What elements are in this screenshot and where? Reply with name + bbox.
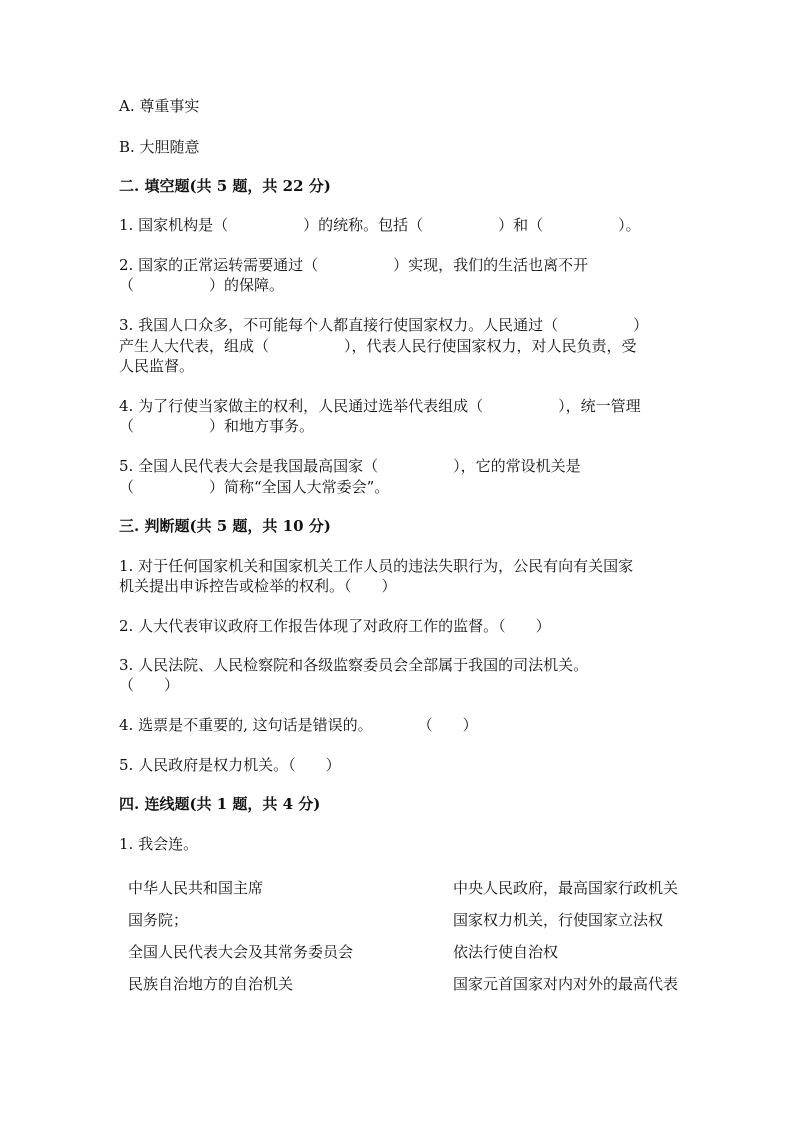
fill-q5-line1: 5. 全国人民代表大会是我国最高国家（ ），它的常设机关是	[119, 457, 581, 475]
judge-q3-line1: 3. 人民法院、人民检察院和各级监察委员会全部属于我国的司法机关。	[119, 656, 589, 674]
choice-a: A. 尊重事实	[119, 97, 200, 115]
fill-q4-line2: （ ）和地方事务。	[119, 417, 315, 435]
fill-q3-line1: 3. 我国人口众多，不可能每个人都直接行使国家权力。人民通过（ ）	[119, 316, 649, 334]
match-left-item: 全国人民代表大会及其常务委员会	[128, 943, 354, 961]
judge-q2: 2. 人大代表审议政府工作报告体现了对政府工作的监督。（ ）	[119, 617, 551, 635]
match-left-item: 民族自治地方的自治机关	[128, 975, 294, 993]
judge-q1-line1: 1. 对于任何国家机关和国家机关工作人员的违法失职行为，公民有向有关国家	[119, 557, 634, 575]
fill-q5-line2: （ ）简称“全国人大常委会”。	[119, 478, 390, 496]
judge-q1-line2: 机关提出申诉控告或检举的权利。（ ）	[119, 577, 397, 595]
judge-q3-line2: （ ）	[119, 676, 180, 694]
match-left-item: 中华人民共和国主席	[128, 879, 264, 897]
fill-q2-line1: 2. 国家的正常运转需要通过（ ）实现，我们的生活也离不开	[119, 256, 589, 274]
choice-b: B. 大胆随意	[119, 138, 200, 156]
fill-q3-line2: 产生人大代表，组成（ ），代表人民行使国家权力，对人民负责，受	[119, 337, 637, 355]
fill-q4-line1: 4. 为了行使当家做主的权利，人民通过选举代表组成（ ），统一管理	[119, 397, 641, 415]
match-q1: 1. 我会连。	[119, 835, 199, 853]
section2-heading: 二. 填空题(共 5 题，共 22 分)	[119, 177, 331, 195]
match-right-item: 依法行使自治权	[453, 943, 559, 961]
judge-q4: 4. 选票是不重要的, 这句话是错误的。 （ ）	[119, 716, 478, 734]
section4-heading: 四. 连线题(共 1 题，共 4 分)	[119, 795, 321, 813]
match-left-item: 国务院；	[128, 911, 189, 929]
fill-q2-line2: （ ）的保障。	[119, 276, 285, 294]
fill-q1: 1. 国家机构是（ ）的统称。包括（ ）和（ ）。	[119, 216, 641, 234]
section3-heading: 三. 判断题(共 5 题，共 10 分)	[119, 517, 331, 535]
match-right-item: 国家权力机关，行使国家立法权	[453, 911, 664, 929]
judge-q5: 5. 人民政府是权力机关。（ ）	[119, 756, 341, 774]
fill-q3-line3: 人民监督。	[119, 357, 195, 375]
match-right-item: 中央人民政府，最高国家行政机关	[453, 879, 679, 897]
match-right-item: 国家元首国家对内对外的最高代表	[453, 975, 679, 993]
